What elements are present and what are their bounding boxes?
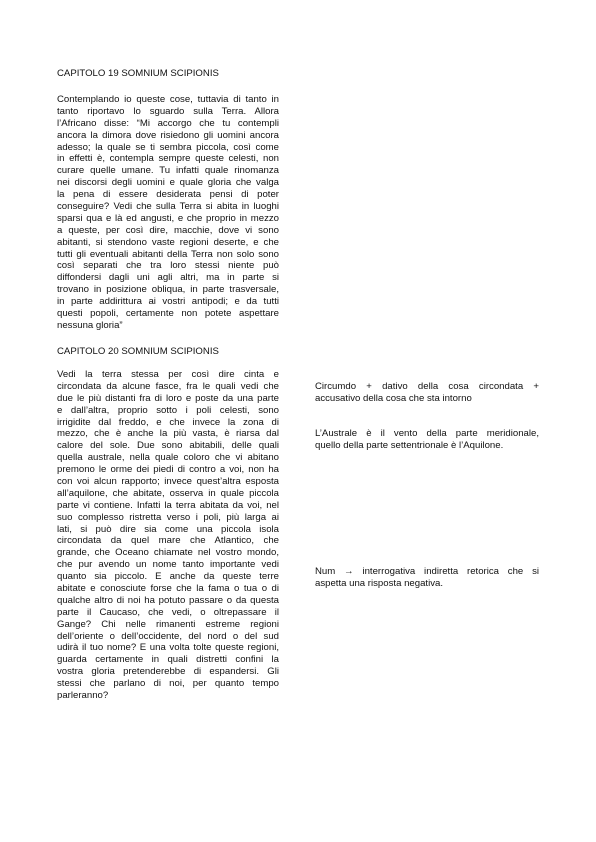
text-line: Contemplando io queste cose, tuttavia di tanto in [57,94,279,105]
chapter-20-heading: CAPITOLO 20 SOMNIUM SCIPIONIS [57,346,219,357]
text-line: aspetta una risposta negativa. [315,577,444,589]
text-line: tanto riportavo lo sguardo sulla Terra. Allora [57,105,279,117]
text-line: Vedi la terra stessa per così dire cinta e [57,369,279,380]
text-line: nessuna gloria” [57,319,123,331]
text-line: quello della parte settentrionale è l’Aquilone. [315,439,504,451]
text-line: abitanti, si stendono vaste regioni deserte, e che [57,236,279,248]
text-line: L’Australe è il vento della parte meridionale, [315,428,539,439]
text-line: quanto sia piccolo. E anche da queste terre [57,571,279,583]
text-line: e dall’altra, proprio sotto i poli celesti, sono [57,404,279,416]
text-line: abitate e conosciute forse che la fama o tua o di [57,583,279,595]
text-line: grande, che Oceano chiamate nel vostro mondo, [57,547,279,559]
text-line: qualche altro di noi ha potuto passare o da questa [57,594,279,606]
text-line: così separati che tra loro stessi niente può [57,260,279,272]
text-line: sparsi qua e là ed angusti, e che proprio in mezzo [57,212,279,224]
text-line: nei discorsi degli uomini e quale gloria che valga [57,177,279,189]
text-line: guarda certamente in quali distretti confini la [57,654,279,666]
text-line: accusativo della cosa che sta intorno [315,392,472,404]
text-line: lati, si può dire sia come una piccola isola [57,523,279,535]
note-australe [315,428,539,452]
text-line: la pena di essere desiderata pensi di poter [57,189,279,201]
text-line: stessi che parlano di noi, per quanto tempo [57,678,279,690]
text-line: circondata da alcune fasce, fra le quali vedi che [57,380,279,392]
text-line: vostra gloria pretenderebbe di espandersi. Gli [57,666,279,678]
text-line: Num → interrogativa indiretta retorica che si [315,566,539,577]
text-line: in effetti è, contempla sempre queste celesti, non [57,153,279,165]
text-line: mezzo, che è anche la più vasta, è riarsa dal [57,428,279,440]
text-line: circondata da quel mare che Atlantico, che [57,535,279,547]
text-line: curare quelle umane. Tu infatti quale rinomanza [57,165,279,177]
text-line: due le più distanti fra di loro e poste da una parte [57,392,279,404]
note-num [315,566,539,590]
text-line: Gange? Chi nelle rimanenti estreme regioni [57,618,279,630]
chapter-19-heading: CAPITOLO 19 SOMNIUM SCIPIONIS [57,68,219,79]
text-line: in parte addirittura ai vostri antipodi; e da tutti [57,296,279,308]
text-line: Circumdo + dativo della cosa circondata + [315,381,539,392]
text-line: questi popoli, certamente non potete aspettare [57,308,279,320]
chapter-20-text [57,369,279,702]
text-line: premono le orme dei piedi di contro a voi, non ha [57,464,279,476]
text-line: con voi alcun rapporto; invece quest’altra esposta [57,476,279,488]
text-line: parte il Caucaso, che vedi, o oltrepassare il [57,606,279,618]
text-line: tutti gli eventuali abitanti della Terra non solo sono [57,248,279,260]
text-line: trovano in posizione obliqua, in parte trasversale, [57,284,279,296]
text-line: suo complesso ristretta verso i poli, più larga ai [57,511,279,523]
text-line: dell’oriente o dell’occidente, del nord o del sud [57,630,279,642]
text-line: all’aquilone, che abitate, osserva in quale piccola [57,487,279,499]
text-line: conseguire? Vedi che sulla Terra si abita in luoghi [57,201,279,213]
text-line: quella australe, nella quale coloro che vi abitano [57,452,279,464]
text-line: adesso; la quale se ti sembra piccola, così come [57,141,279,153]
text-line: parte vi contiene. Infatti la terra abitata da voi, nel [57,499,279,511]
chapter-19-text [57,94,279,332]
text-line: a queste, per così dire, macchie, dove vi sono [57,224,279,236]
text-line: che pur avendo un nome tanto importante vedi [57,559,279,571]
text-line: diffondersi dagli uni agli altri, ma in parte si [57,272,279,284]
text-line: irrigidite dal freddo, e che invece la zona di [57,416,279,428]
text-line: ancora la dimora dove risiedono gli uomini ancora [57,129,279,141]
text-line: l’Africano disse: “Mi accorgo che tu contempli [57,117,279,129]
note-circumdo [315,381,539,405]
text-line: udirà il tuo nome? E una volta tolte queste regioni, [57,642,279,654]
text-line: calore del sole. Due sono abitabili, delle quali [57,440,279,452]
text-line: parleranno? [57,690,109,702]
